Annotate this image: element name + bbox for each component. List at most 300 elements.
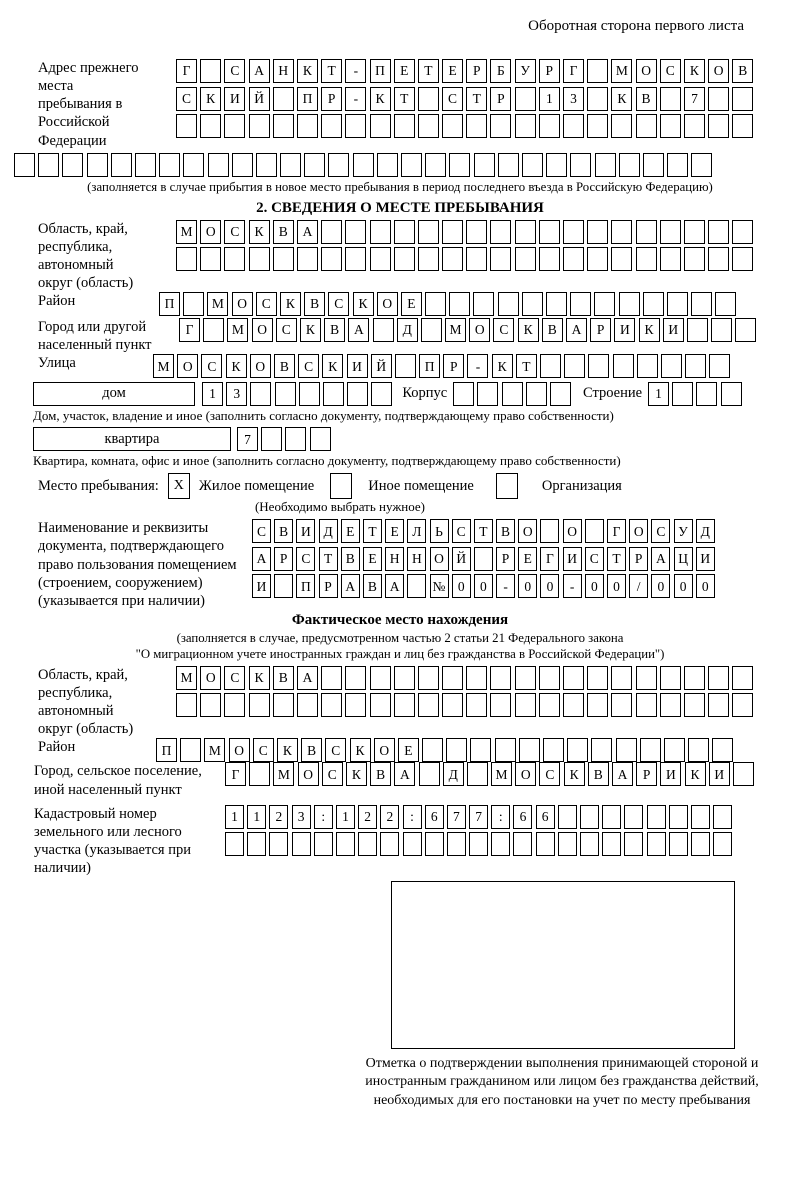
char-cell (407, 574, 426, 598)
char-cell (587, 220, 608, 244)
char-cell (515, 220, 536, 244)
char-cell (519, 738, 540, 762)
char-cell (159, 153, 180, 177)
char-cell (321, 114, 342, 138)
char-cell (669, 832, 688, 856)
char-cell: Р (490, 87, 511, 111)
char-cell (180, 738, 201, 762)
char-cell (684, 666, 705, 690)
char-cell: А (385, 574, 404, 598)
char-cell: Е (401, 292, 422, 316)
char-cell (474, 153, 495, 177)
char-row (225, 805, 732, 829)
char-cell (394, 114, 415, 138)
char-cell: - (563, 574, 582, 598)
char-cell (660, 220, 681, 244)
char-cell: О (377, 292, 398, 316)
char-cell (273, 693, 294, 717)
char-cell: Г (176, 59, 197, 83)
char-cell (442, 693, 463, 717)
char-cell: В (301, 738, 322, 762)
char-cell: О (200, 666, 221, 690)
district-label: Район (38, 293, 76, 310)
char-cell (660, 247, 681, 271)
char-cell: Г (179, 318, 200, 342)
char-cell (380, 832, 399, 856)
char-cell (467, 762, 488, 786)
char-cell (466, 247, 487, 271)
char-cell (732, 666, 753, 690)
char-cell (176, 693, 197, 717)
char-cell: М (445, 318, 466, 342)
char-cell: П (156, 738, 177, 762)
apartment-box: квартира (33, 427, 231, 451)
char-cell: А (249, 59, 270, 83)
char-cell (602, 832, 621, 856)
char-cell (273, 247, 294, 271)
char-cell (418, 693, 439, 717)
char-cell: М (611, 59, 632, 83)
char-cell (708, 114, 729, 138)
char-cell (647, 805, 666, 829)
char-cell (735, 318, 756, 342)
char-cell (732, 693, 753, 717)
char-cell: С (224, 220, 245, 244)
char-cell (14, 153, 35, 177)
char-cell (558, 832, 577, 856)
char-cell (594, 292, 615, 316)
checkbox-residential: X (168, 473, 190, 499)
char-cell (422, 738, 443, 762)
char-cell: О (563, 519, 582, 543)
char-cell: Л (407, 519, 426, 543)
char-cell (515, 114, 536, 138)
char-cell (643, 153, 664, 177)
char-cell: К (297, 59, 318, 83)
stay-type-label: Место пребывания: (38, 477, 159, 494)
char-cell (477, 382, 498, 406)
char-cell (667, 292, 688, 316)
char-cell (495, 738, 516, 762)
char-cell: 3 (563, 87, 584, 111)
char-cell (563, 247, 584, 271)
char-cell: Т (363, 519, 382, 543)
section2-title: 2. СВЕДЕНИЯ О МЕСТЕ ПРЕБЫВАНИЯ (256, 199, 544, 216)
char-cell (292, 832, 311, 856)
char-cell (691, 153, 712, 177)
char-cell (249, 247, 270, 271)
char-cell: 6 (536, 805, 555, 829)
char-cell (540, 354, 561, 378)
char-cell: Р (466, 59, 487, 83)
char-row (176, 247, 753, 271)
char-cell (321, 220, 342, 244)
char-cell (732, 87, 753, 111)
char-cell: Р (636, 762, 657, 786)
char-cell (273, 87, 294, 111)
char-cell (394, 220, 415, 244)
char-cell: В (304, 292, 325, 316)
char-cell: Р (539, 59, 560, 83)
char-cell (314, 832, 333, 856)
char-cell: М (204, 738, 225, 762)
char-cell: В (341, 547, 360, 571)
char-cell: А (394, 762, 415, 786)
char-cell: : (491, 805, 510, 829)
char-cell: В (588, 762, 609, 786)
char-cell (418, 220, 439, 244)
char-cell: К (346, 762, 367, 786)
char-cell (536, 832, 555, 856)
house-box: дом (33, 382, 195, 406)
char-cell (310, 427, 331, 451)
char-cell (688, 738, 709, 762)
char-cell: О (252, 318, 273, 342)
char-cell: С (224, 59, 245, 83)
char-cell (490, 247, 511, 271)
char-cell (442, 666, 463, 690)
char-cell: Р (590, 318, 611, 342)
char-row (159, 292, 736, 316)
option-residential-label: Жилое помещение (198, 477, 315, 494)
char-cell (684, 247, 705, 271)
char-cell: 0 (585, 574, 604, 598)
char-cell (421, 318, 442, 342)
char-cell (667, 153, 688, 177)
stamp-caption: Отметка о подтверждении выполнения принимающей стороной и иностранным гражданином или лицом без гражданства действий, необходимых для его постановки на учет по месту пребывания (365, 1056, 759, 1108)
checkbox-organization (496, 473, 518, 499)
char-cell (587, 59, 608, 83)
char-cell: Е (398, 738, 419, 762)
char-cell: М (491, 762, 512, 786)
char-cell (587, 87, 608, 111)
char-cell: К (685, 762, 706, 786)
char-cell (611, 114, 632, 138)
char-cell (539, 220, 560, 244)
char-row-full (14, 153, 786, 177)
char-cell: 0 (518, 574, 537, 598)
char-cell (370, 693, 391, 717)
char-cell (418, 666, 439, 690)
char-cell (176, 247, 197, 271)
stroenie-cells (648, 382, 742, 406)
char-cell: О (636, 59, 657, 83)
field-house (33, 381, 786, 406)
char-cell: П (159, 292, 180, 316)
char-cell: Д (696, 519, 715, 543)
char-cell: В (273, 220, 294, 244)
char-cell: К (492, 354, 513, 378)
char-cell (370, 114, 391, 138)
char-cell (640, 738, 661, 762)
char-cell: О (708, 59, 729, 83)
char-cell (660, 693, 681, 717)
char-cell: В (274, 354, 295, 378)
char-cell (539, 247, 560, 271)
char-cell: Й (452, 547, 471, 571)
char-cell: С (442, 87, 463, 111)
char-cell (708, 220, 729, 244)
char-cell: 7 (237, 427, 258, 451)
char-cell (328, 153, 349, 177)
char-cell (419, 762, 440, 786)
char-cell: Т (321, 59, 342, 83)
char-cell (619, 292, 640, 316)
char-cell (401, 153, 422, 177)
char-cell (687, 318, 708, 342)
char-cell: К (639, 318, 660, 342)
char-cell (345, 247, 366, 271)
char-cell: С (176, 87, 197, 111)
char-cell (539, 114, 560, 138)
char-cell: В (636, 87, 657, 111)
char-cell (685, 354, 706, 378)
char-cell (587, 666, 608, 690)
char-cell: С (252, 519, 271, 543)
char-cell (297, 114, 318, 138)
char-cell (585, 519, 604, 543)
char-cell (624, 832, 643, 856)
char-cell: П (370, 59, 391, 83)
char-cell: Н (407, 547, 426, 571)
char-cell: К (322, 354, 343, 378)
char-cell (62, 153, 83, 177)
char-cell (373, 318, 394, 342)
char-row (179, 318, 756, 342)
char-cell (539, 693, 560, 717)
char-cell: В (542, 318, 563, 342)
char-cell (297, 693, 318, 717)
char-cell (418, 247, 439, 271)
char-cell: Т (516, 354, 537, 378)
char-cell: Г (563, 59, 584, 83)
char-cell (176, 114, 197, 138)
char-cell (449, 153, 470, 177)
stay-type-row (14, 473, 786, 499)
char-cell: С (539, 762, 560, 786)
char-cell: С (585, 547, 604, 571)
char-cell (418, 114, 439, 138)
char-cell: Р (274, 547, 293, 571)
char-cell: - (345, 87, 366, 111)
char-cell (550, 382, 571, 406)
char-cell (425, 292, 446, 316)
checkbox-other-premises (330, 473, 352, 499)
char-cell: О (374, 738, 395, 762)
char-cell: О (200, 220, 221, 244)
char-cell: Д (443, 762, 464, 786)
char-cell: 3 (226, 382, 247, 406)
char-cell (591, 738, 612, 762)
char-cell: И (252, 574, 271, 598)
char-cell: И (696, 547, 715, 571)
char-cell: И (660, 762, 681, 786)
char-cell: И (709, 762, 730, 786)
char-cell (247, 832, 266, 856)
char-cell (466, 114, 487, 138)
stamp-box (391, 881, 735, 1049)
char-cell (588, 354, 609, 378)
stroenie-label: Строение (582, 385, 643, 402)
char-cell: О (515, 762, 536, 786)
char-row (176, 666, 753, 690)
char-cell: А (341, 574, 360, 598)
option-other-label: Иное помещение (368, 477, 474, 494)
char-cell (249, 762, 270, 786)
char-cell (563, 114, 584, 138)
char-cell: К (249, 220, 270, 244)
char-cell (200, 247, 221, 271)
char-cell (224, 693, 245, 717)
char-cell: Е (394, 59, 415, 83)
char-cell: 7 (469, 805, 488, 829)
char-row (252, 574, 715, 598)
char-cell: 1 (648, 382, 669, 406)
field-city-actual (14, 762, 786, 798)
char-cell (208, 153, 229, 177)
char-cell: Е (363, 547, 382, 571)
char-cell (203, 318, 224, 342)
char-cell: : (403, 805, 422, 829)
char-cell: 2 (380, 805, 399, 829)
char-cell (370, 666, 391, 690)
char-cell: Е (442, 59, 463, 83)
char-cell: М (207, 292, 228, 316)
char-cell: С (276, 318, 297, 342)
char-cell (643, 292, 664, 316)
char-cell: У (515, 59, 536, 83)
char-cell (660, 87, 681, 111)
char-cell: 0 (651, 574, 670, 598)
char-cell (425, 153, 446, 177)
char-cell (394, 693, 415, 717)
char-cell: : (314, 805, 333, 829)
char-cell (713, 832, 732, 856)
char-cell: А (566, 318, 587, 342)
char-cell (466, 666, 487, 690)
field-district-actual (14, 738, 786, 762)
char-cell: М (176, 220, 197, 244)
char-cell (447, 832, 466, 856)
char-cell (611, 666, 632, 690)
char-cell (299, 382, 320, 406)
char-cell: В (732, 59, 753, 83)
prev-address-label: Адрес прежнего места пребывания в Российской Федерации (38, 60, 139, 149)
char-cell: Р (496, 547, 515, 571)
char-cell (546, 153, 567, 177)
char-cell (558, 805, 577, 829)
char-cell (224, 114, 245, 138)
char-cell (200, 59, 221, 83)
char-cell (715, 292, 736, 316)
char-cell (672, 382, 693, 406)
char-cell (321, 666, 342, 690)
char-cell (250, 382, 271, 406)
char-cell: С (253, 738, 274, 762)
char-cell (580, 832, 599, 856)
char-cell: 0 (674, 574, 693, 598)
city-label: Город или другой населенный пункт (38, 319, 152, 354)
field-region (14, 220, 786, 293)
apartment-caption: Квартира, комната, офис и иное (заполнить согласно документу, подтверждающему право собственности) (33, 453, 621, 469)
field-apartment (33, 427, 786, 451)
char-cell (636, 220, 657, 244)
char-cell: М (176, 666, 197, 690)
char-cell (515, 666, 536, 690)
char-cell: В (274, 519, 293, 543)
char-cell: К (684, 59, 705, 83)
char-cell: 1 (539, 87, 560, 111)
char-cell: А (297, 666, 318, 690)
char-cell (636, 693, 657, 717)
char-row (156, 738, 733, 762)
char-cell (491, 832, 510, 856)
char-cell: С (322, 762, 343, 786)
char-cell: С (256, 292, 277, 316)
char-cell (345, 220, 366, 244)
char-cell: 6 (513, 805, 532, 829)
char-cell (660, 666, 681, 690)
char-cell: О (298, 762, 319, 786)
house-caption: Дом, участок, владение и иное (заполнить согласно документу, подтверждающему право собственности) (33, 408, 614, 424)
char-cell (321, 247, 342, 271)
char-cell (395, 354, 416, 378)
char-cell: О (430, 547, 449, 571)
char-cell: К (370, 87, 391, 111)
char-cell (513, 832, 532, 856)
char-cell: Р (319, 574, 338, 598)
char-cell (200, 114, 221, 138)
char-cell: К (200, 87, 221, 111)
char-cell: Е (518, 547, 537, 571)
char-cell (660, 114, 681, 138)
char-cell (587, 114, 608, 138)
char-cell: А (252, 547, 271, 571)
char-cell (347, 382, 368, 406)
char-cell (563, 693, 584, 717)
char-cell (564, 354, 585, 378)
char-cell (273, 114, 294, 138)
char-cell: К (518, 318, 539, 342)
char-row (176, 220, 753, 244)
char-cell (708, 693, 729, 717)
field-prev-address (14, 59, 786, 150)
apartment-cells (237, 427, 331, 451)
char-cell (200, 693, 221, 717)
char-cell: Ц (674, 547, 693, 571)
char-cell: О (229, 738, 250, 762)
char-row (225, 762, 754, 786)
char-cell (224, 247, 245, 271)
char-cell: Г (607, 519, 626, 543)
region-actual-label: Область, край, республика, автономный округ (область) (38, 666, 134, 738)
char-cell: М (273, 762, 294, 786)
char-cell (470, 738, 491, 762)
char-cell (708, 247, 729, 271)
actual-location-title: Фактическое место нахождения (291, 611, 509, 628)
char-cell: Т (418, 59, 439, 83)
char-cell: 3 (292, 805, 311, 829)
char-cell (345, 114, 366, 138)
char-cell (285, 427, 306, 451)
char-cell (515, 693, 536, 717)
char-cell: Н (273, 59, 294, 83)
char-cell (256, 153, 277, 177)
char-cell (225, 832, 244, 856)
char-cell (394, 247, 415, 271)
prev-address-caption: (заполняется в случае прибытия в новое место пребывания в период последнего въезда в Российскую Федерацию) (87, 179, 713, 194)
char-cell (87, 153, 108, 177)
